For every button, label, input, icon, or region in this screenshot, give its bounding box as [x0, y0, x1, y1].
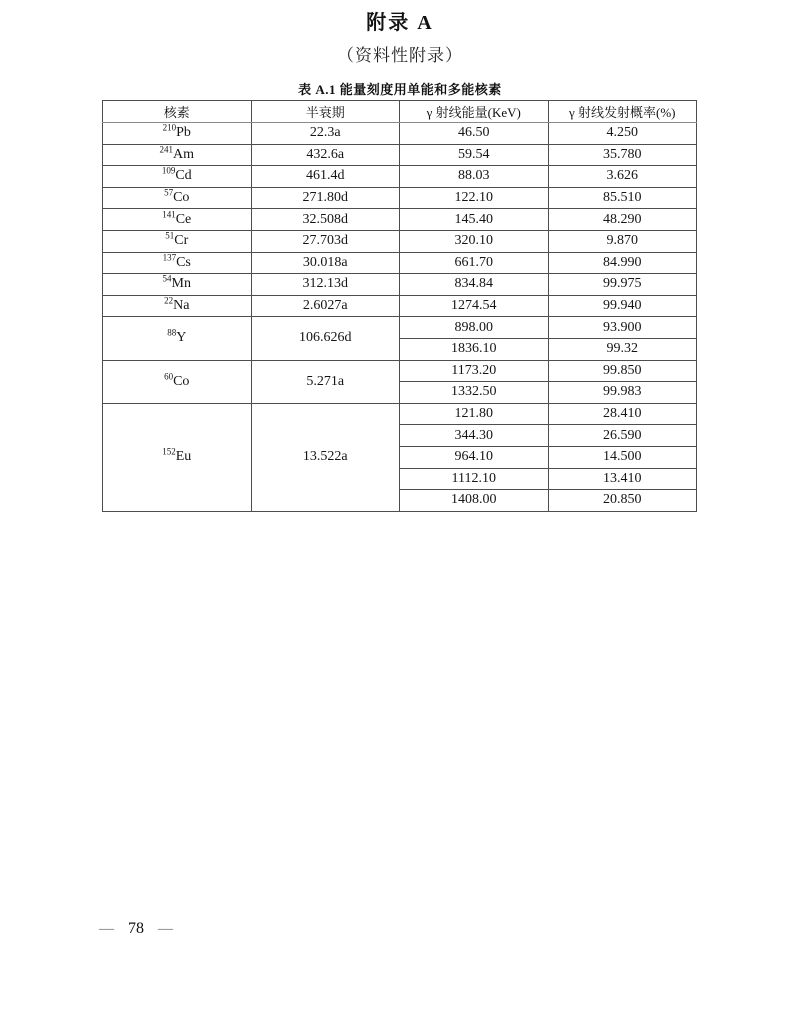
energy-cell: 1112.10: [400, 468, 549, 490]
energy-cell: 59.54: [400, 144, 549, 166]
probability-cell: 9.870: [548, 230, 697, 252]
nuclide-cell: [103, 295, 252, 317]
nuclide-symbol: Y: [176, 330, 187, 346]
nuclide-cell: [103, 209, 252, 231]
nuclide-mass-number: 210: [162, 122, 177, 133]
nuclide-symbol: Ce: [175, 211, 192, 227]
energy-cell: 88.03: [400, 166, 549, 188]
probability-cell: 48.290: [548, 209, 697, 231]
energy-cell: 344.30: [400, 425, 549, 447]
probability-cell: 99.32: [548, 338, 697, 360]
page-number: 78: [128, 920, 144, 937]
energy-cell: 898.00: [400, 317, 549, 339]
nuclide-cell: [103, 144, 252, 166]
header-row: [103, 101, 697, 123]
nuclide-mass-number: 109: [161, 165, 176, 176]
energy-cell: 661.70: [400, 252, 549, 274]
nuclide-table: [102, 100, 697, 512]
nuclide-cell: [103, 187, 252, 209]
probability-cell: 99.850: [548, 360, 697, 382]
column-header-nuclide: 核素: [103, 101, 252, 123]
energy-cell: 834.84: [400, 274, 549, 296]
energy-cell: 1332.50: [400, 382, 549, 404]
half-life-cell: 312.13d: [251, 274, 400, 296]
table-row: [103, 360, 697, 382]
appendix-title: 附录 A: [366, 12, 434, 34]
half-life-cell: 271.80d: [251, 187, 400, 209]
nuclide-cell: [103, 403, 252, 511]
footer-right-dash: —: [158, 920, 173, 937]
nuclide-symbol: Cr: [174, 233, 189, 249]
half-life-cell: 27.703d: [251, 230, 400, 252]
half-life-cell: 432.6a: [251, 144, 400, 166]
nuclide-symbol: Na: [173, 298, 190, 314]
nuclide-mass-number: 152: [162, 446, 176, 457]
nuclide-symbol: Co: [173, 190, 190, 206]
probability-cell: 93.900: [548, 317, 697, 339]
nuclide-symbol: Mn: [171, 276, 191, 292]
table-row: [103, 317, 697, 339]
probability-cell: 85.510: [548, 187, 697, 209]
probability-cell: 28.410: [548, 403, 697, 425]
nuclide-mass-number: 60: [164, 370, 174, 381]
table-caption: 表 A.1 能量刻度用单能和多能核素: [298, 82, 502, 97]
nuclide-mass-number: 51: [165, 230, 175, 241]
nuclide-mass-number: 54: [162, 273, 172, 284]
probability-cell: 26.590: [548, 425, 697, 447]
probability-cell: 3.626: [548, 166, 697, 188]
energy-cell: 1173.20: [400, 360, 549, 382]
nuclide-cell: [103, 274, 252, 296]
half-life-cell: 22.3a: [251, 123, 400, 145]
probability-cell: 99.975: [548, 274, 697, 296]
table-body: [103, 123, 697, 512]
page-footer: [99, 920, 173, 938]
nuclide-mass-number: 137: [162, 252, 177, 263]
half-life-cell: 30.018a: [251, 252, 400, 274]
nuclide-cell: [103, 317, 252, 360]
probability-cell: 13.410: [548, 468, 697, 490]
energy-cell: 1836.10: [400, 338, 549, 360]
probability-cell: 20.850: [548, 490, 697, 512]
nuclide-cell: [103, 360, 252, 403]
half-life-cell: 106.626d: [251, 317, 400, 360]
nuclide-symbol: Pb: [176, 125, 191, 141]
nuclide-mass-number: 22: [164, 295, 174, 306]
energy-cell: 964.10: [400, 446, 549, 468]
table-row: [103, 230, 697, 252]
nuclide-cell: [103, 252, 252, 274]
table-row: [103, 403, 697, 425]
half-life-cell: 461.4d: [251, 166, 400, 188]
energy-cell: 320.10: [400, 230, 549, 252]
table-row: [103, 123, 697, 145]
nuclide-symbol: Eu: [175, 449, 192, 465]
half-life-cell: 2.6027a: [251, 295, 400, 317]
nuclide-cell: [103, 123, 252, 145]
nuclide-mass-number: 141: [162, 209, 176, 220]
energy-cell: 46.50: [400, 123, 549, 145]
probability-cell: 99.983: [548, 382, 697, 404]
table-row: [103, 295, 697, 317]
half-life-cell: 32.508d: [251, 209, 400, 231]
probability-cell: 99.940: [548, 295, 697, 317]
nuclide-mass-number: 57: [164, 187, 174, 198]
probability-cell: 35.780: [548, 144, 697, 166]
energy-cell: 121.80: [400, 403, 549, 425]
column-header-emission-probability: γ 射线发射概率(%): [548, 101, 697, 123]
nuclide-symbol: Cd: [175, 168, 192, 184]
table-row: [103, 144, 697, 166]
table-row: [103, 166, 697, 188]
probability-cell: 4.250: [548, 123, 697, 145]
table-row: [103, 252, 697, 274]
nuclide-cell: [103, 230, 252, 252]
probability-cell: 14.500: [548, 446, 697, 468]
footer-left-dash: —: [99, 920, 114, 937]
nuclide-mass-number: 241: [159, 144, 173, 155]
energy-cell: 145.40: [400, 209, 549, 231]
half-life-cell: 5.271a: [251, 360, 400, 403]
nuclide-mass-number: 88: [167, 327, 177, 338]
column-header-gamma-energy: γ 射线能量(KeV): [400, 101, 549, 123]
energy-cell: 122.10: [400, 187, 549, 209]
probability-cell: 84.990: [548, 252, 697, 274]
nuclide-symbol: Co: [173, 373, 190, 389]
appendix-subtitle: （资料性附录）: [337, 46, 463, 65]
nuclide-symbol: Cs: [176, 254, 191, 270]
table-header: [103, 101, 697, 123]
nuclide-cell: [103, 166, 252, 188]
table-row: [103, 274, 697, 296]
column-header-half-life: 半衰期: [251, 101, 400, 123]
energy-cell: 1408.00: [400, 490, 549, 512]
table-row: [103, 209, 697, 231]
table-row: [103, 187, 697, 209]
half-life-cell: 13.522a: [251, 403, 400, 511]
energy-cell: 1274.54: [400, 295, 549, 317]
nuclide-symbol: Am: [173, 146, 194, 162]
